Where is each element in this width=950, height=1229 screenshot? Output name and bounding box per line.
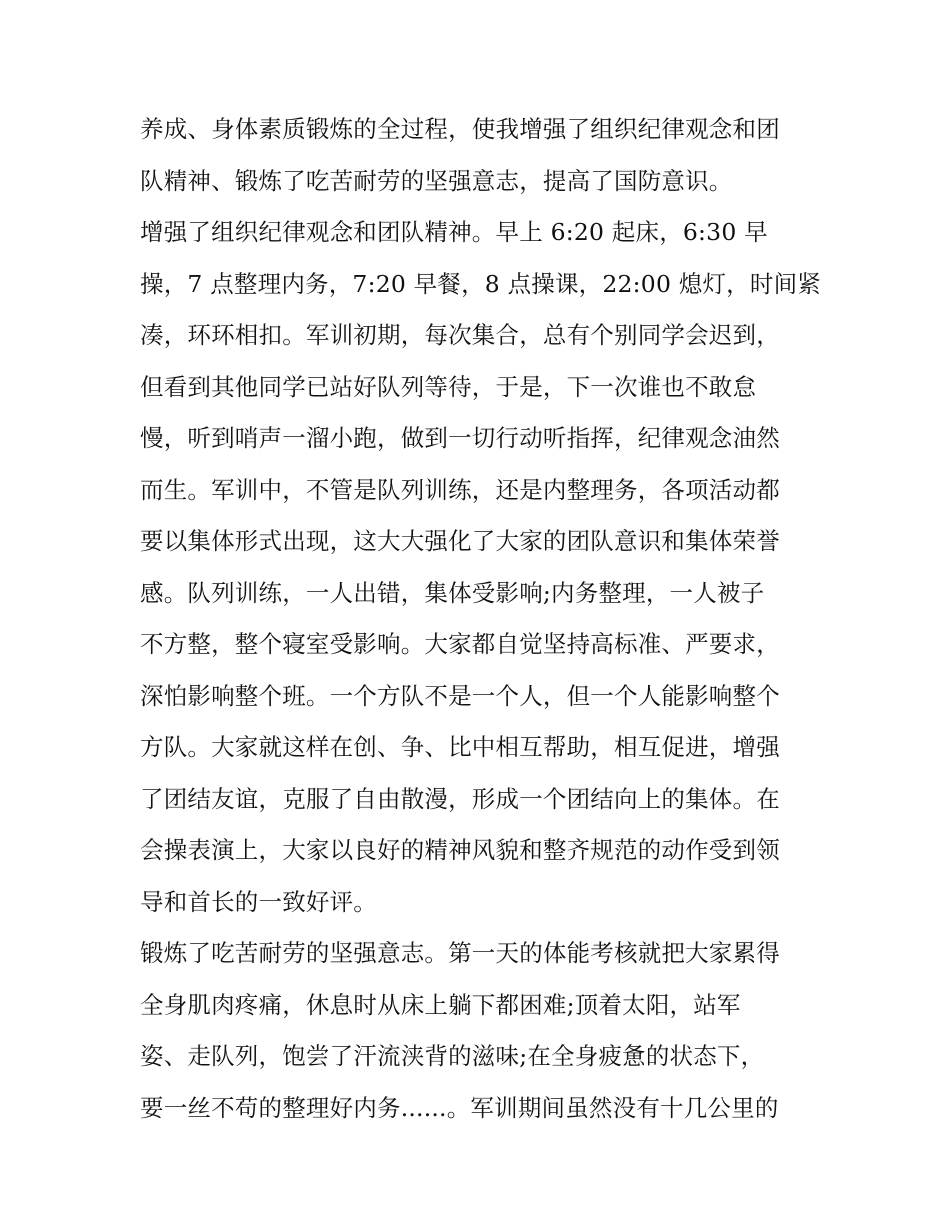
text-line: 要一丝不苟的整理好内务......。军训期间虽然没有十几公里的 <box>140 1093 779 1122</box>
text-line: 凑，环环相扣。军训初期，每次集合，总有个别同学会迟到， <box>140 321 780 349</box>
text-line: 深怕影响整个班。一个方队不是一个人，但一个人能影响整个 <box>140 681 780 710</box>
text-line: 方队。大家就这样在创、争、比中相互帮助，相互促进，增强 <box>140 733 780 761</box>
text-line: 增强了组织纪律观念和团队精神。早上 6:20 起床，6:30 早 <box>140 218 768 246</box>
text-line: 锻炼了吃苦耐劳的坚强意志。第一天的体能考核就把大家累得 <box>140 939 780 967</box>
text-line: 养成、身体素质锻炼的全过程，使我增强了组织纪律观念和团 <box>140 115 780 143</box>
text-line: 感。队列训练，一人出错，集体受影响;内务整理，一人被子 <box>140 578 765 607</box>
text-line: 不方整，整个寝室受影响。大家都自觉坚持高标准、严要求， <box>140 630 780 658</box>
text-line: 要以集体形式出现，这大大强化了大家的团队意识和集体荣誉 <box>140 527 780 555</box>
body-text <box>140 104 830 1134</box>
text-line: 操，7 点整理内务，7:20 早餐，8 点操课，22:00 熄灯，时间紧 <box>140 269 821 298</box>
text-line: 慢，听到哨声一溜小跑，做到一切行动听指挥，纪律观念油然 <box>140 424 780 452</box>
text-line: 了团结友谊，克服了自由散漫，形成一个团结向上的集体。在 <box>140 784 780 813</box>
text-line: 会操表演上，大家以良好的精神风貌和整齐规范的动作受到领 <box>140 836 780 864</box>
text-line: 队精神、锻炼了吃苦耐劳的坚强意志，提高了国防意识。 <box>140 166 733 195</box>
text-line: 导和首长的一致好评。 <box>140 887 377 916</box>
text-line: 姿、走队列，饱尝了汗流浃背的滋味;在全身疲惫的状态下， <box>140 1042 765 1070</box>
text-line: 而生。军训中，不管是队列训练，还是内整理务，各项活动都 <box>140 475 780 504</box>
text-line: 全身肌肉疼痛，休息时从床上躺下都困难;顶着太阳，站军 <box>140 990 741 1019</box>
text-line: 但看到其他同学已站好队列等待，于是，下一次谁也不敢怠 <box>140 372 757 401</box>
